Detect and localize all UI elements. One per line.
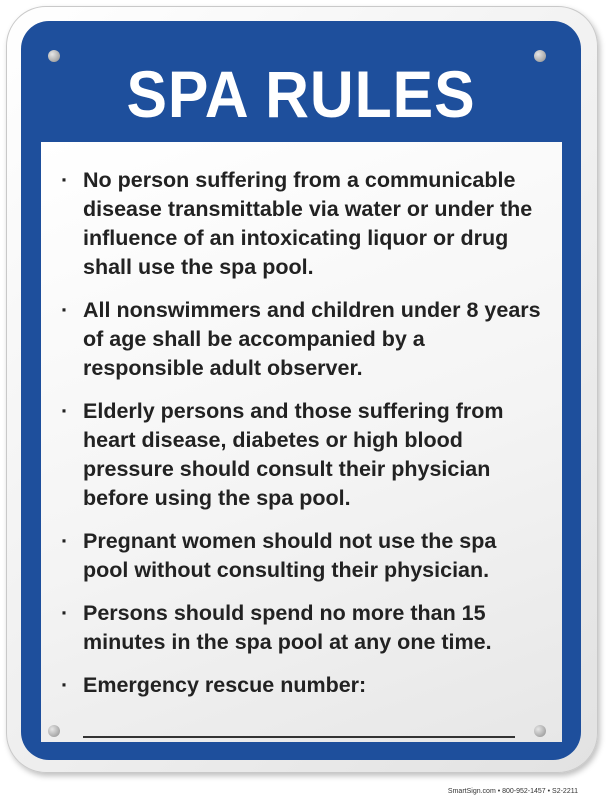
rule-item <box>61 599 541 657</box>
rule-text: Persons should spend no more than 15 minutes in the spa pool at any one time. <box>83 601 492 654</box>
rules-panel <box>41 142 562 742</box>
bullet-icon: · <box>61 601 69 625</box>
rules-list <box>61 166 541 714</box>
footer-credit: SmartSign.com • 800-952-1457 • S2-2211 <box>447 788 578 795</box>
rule-text: All nonswimmers and children under 8 years of age shall be accompanied by a responsible adult observer. <box>83 298 541 380</box>
rule-text: No person suffering from a communicable disease transmittable via water or under the influence of an intoxicating liquor or drug shall use the spa pool. <box>83 168 533 279</box>
rule-item <box>61 397 541 513</box>
rule-item <box>61 296 541 383</box>
screw-bottom-right-icon <box>534 725 546 737</box>
bullet-icon: · <box>61 673 69 697</box>
rule-item <box>61 166 541 282</box>
rule-item <box>61 527 541 585</box>
rule-text: Elderly persons and those suffering from heart disease, diabetes or high blood pressure should consult their physician before using the spa pool. <box>83 399 504 510</box>
bullet-icon: · <box>61 399 69 423</box>
rule-text: Pregnant women should not use the spa pool without consulting their physician. <box>83 529 497 582</box>
rule-item <box>61 671 541 700</box>
sign-title: SPA RULES <box>126 57 476 131</box>
spa-rules-sign <box>6 6 598 773</box>
bullet-icon: · <box>61 298 69 322</box>
rescue-number-blank-line <box>83 736 515 738</box>
bullet-icon: · <box>61 168 69 192</box>
bullet-icon: · <box>61 529 69 553</box>
rule-text: Emergency rescue number: <box>83 673 367 697</box>
sign-blue-frame <box>21 21 581 760</box>
screw-bottom-left-icon <box>48 725 60 737</box>
